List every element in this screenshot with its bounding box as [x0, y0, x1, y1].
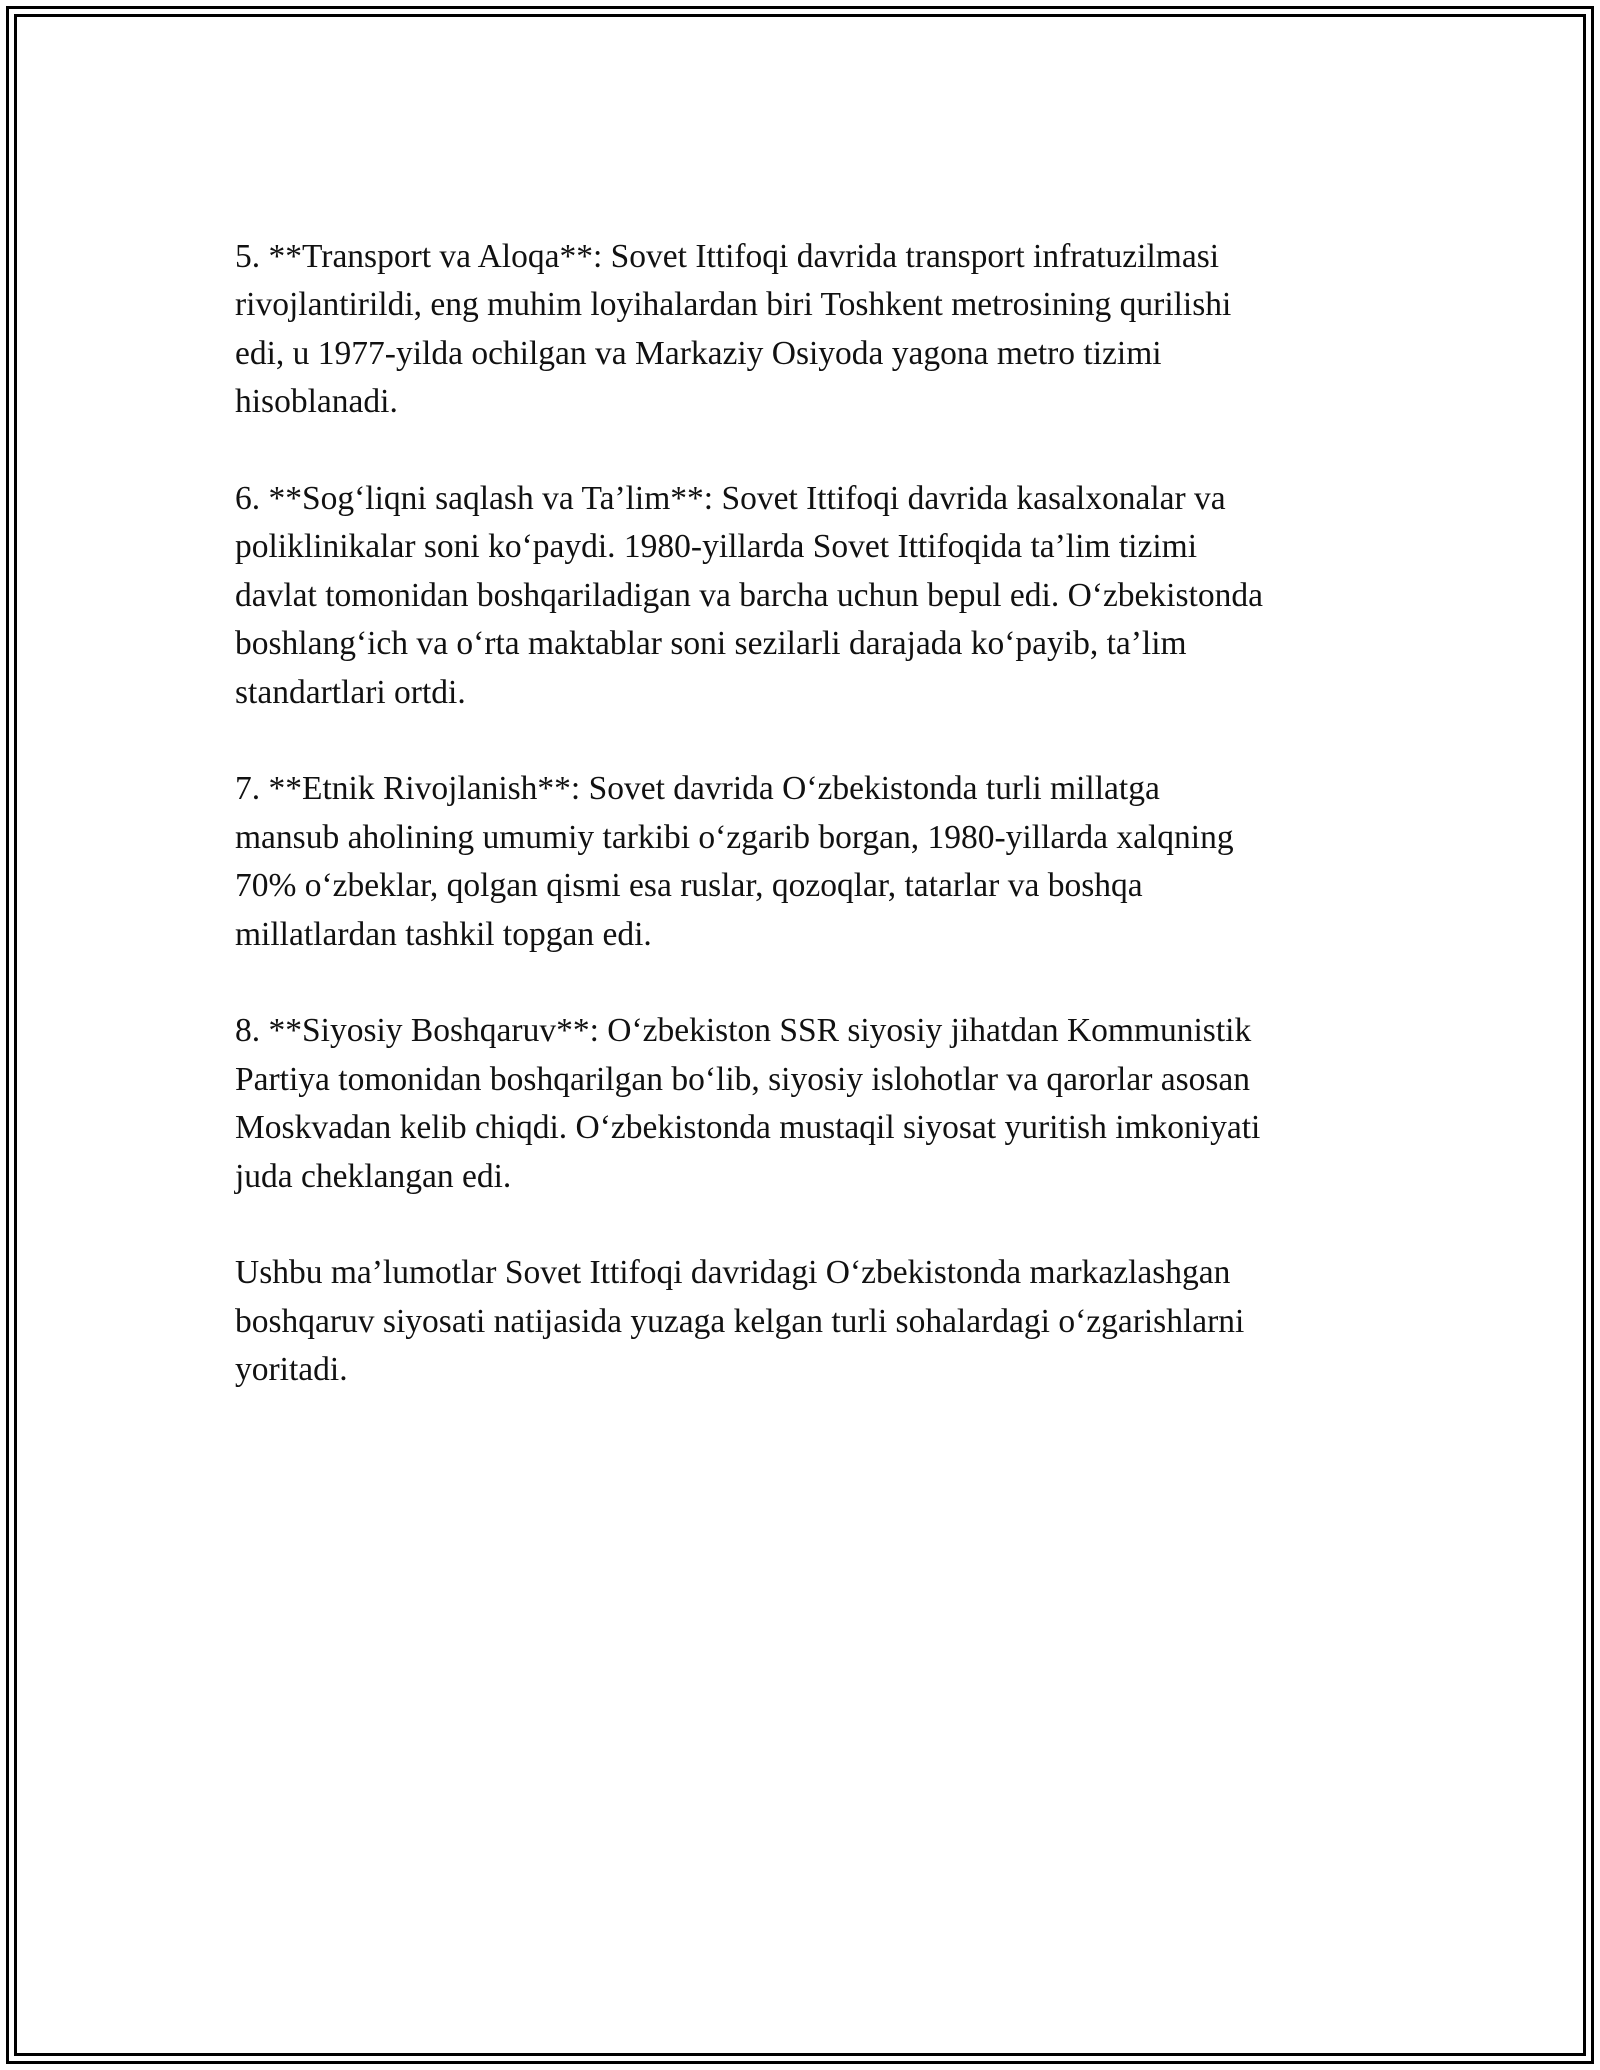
text-line: poliklinikalar soni ko‘paydi. 1980-yillarda Sovet Ittifoqida ta’lim tizimi — [235, 528, 1198, 566]
text-line: 5. **Transport va Aloqa**: Sovet Ittifoqi davrida transport infratuzilmasi — [235, 238, 1220, 275]
text-line: 6. **Sog‘liqni saqlash va Ta’lim**: Sovet Ittifoqi davrida kasalxonalar va — [235, 480, 1226, 518]
text-line: Ushbu ma’lumotlar Sovet Ittifoqi davridagi O‘zbekistonda markazlashgan — [235, 1254, 1231, 1292]
text-line: mansub aholining umumiy tarkibi o‘zgarib borgan, 1980-yillarda xalqning — [235, 818, 1234, 856]
text-line: yoritadi. — [235, 1351, 348, 1389]
text-line: boshlang‘ich va o‘rta maktablar soni sezilarli darajada ko‘payib, ta’lim — [235, 625, 1187, 663]
text-line: millatlardan tashkil topgan edi. — [235, 915, 652, 953]
text-line: Moskvadan kelib chiqdi. O‘zbekistonda mustaqil siyosat yuritish imkoniyati — [235, 1109, 1261, 1147]
paragraph-ethnic-development — [235, 765, 1375, 959]
text-line: davlat tomonidan boshqariladigan va barcha uchun bepul edi. O‘zbekistonda — [235, 576, 1263, 614]
document-body — [235, 233, 1375, 1443]
text-line: hisoblanadi. — [235, 383, 398, 421]
text-line: boshqaruv siyosati natijasida yuzaga kelgan turli sohalardagi o‘zgarishlarni — [235, 1302, 1245, 1340]
text-line: 8. **Siyosiy Boshqaruv**: O‘zbekiston SSR siyosiy jihatdan Kommunistik — [235, 1012, 1252, 1050]
text-line: 70% o‘zbeklar, qolgan qismi esa ruslar, qozoqlar, tatarlar va boshqa — [235, 867, 1143, 905]
paragraph-health-education — [235, 475, 1375, 717]
paragraph-political-governance — [235, 1007, 1375, 1201]
text-line: rivojlantirildi, eng muhim loyihalardan biri Toshkent metrosining qurilishi — [235, 286, 1232, 324]
text-line: juda cheklangan edi. — [235, 1157, 512, 1195]
text-line: edi, u 1977-yilda ochilgan va Markaziy Osiyoda yagona metro tizimi — [235, 334, 1162, 372]
paragraph-transport — [235, 233, 1375, 427]
text-line: standartlari ortdi. — [235, 673, 466, 711]
paragraph-conclusion — [235, 1249, 1375, 1394]
text-line: 7. **Etnik Rivojlanish**: Sovet davrida O‘zbekistonda turli millatga — [235, 770, 1160, 808]
text-line: Partiya tomonidan boshqarilgan bo‘lib, siyosiy islohotlar va qarorlar asosan — [235, 1060, 1251, 1098]
